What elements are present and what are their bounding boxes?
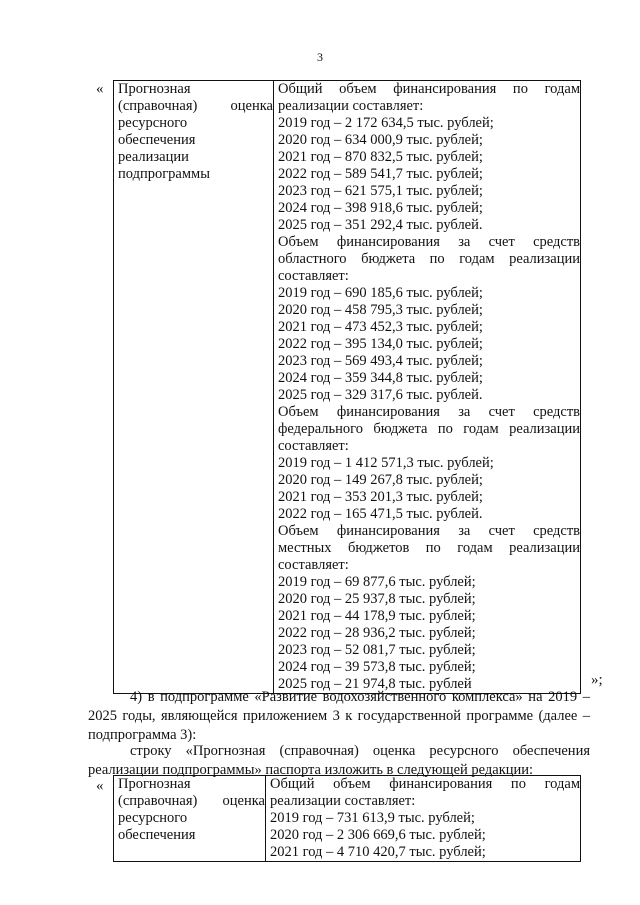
year-amount-line: 2019 год – 731 613,9 тыс. рублей; <box>270 810 475 826</box>
block-header-line: Объем финансирования за счет средств <box>278 523 580 539</box>
paragraph-1-text: 4) в подпрограмме «Развитие водохозяйственного комплекса» на 2019 – 2025 годы, являющейся приложением 3 к государственной программе (далее – подпрограмма 3): <box>88 689 590 743</box>
block-header-line: федерального бюджета по годам реализации <box>278 421 580 437</box>
label-line: ресурсного <box>118 115 188 131</box>
year-amount-line: 2020 год – 25 937,8 тыс. рублей; <box>278 591 476 607</box>
year-amount-line: 2020 год – 634 000,9 тыс. рублей; <box>278 132 483 148</box>
year-amount-line: 2022 год – 589 541,7 тыс. рублей; <box>278 166 483 182</box>
year-amount-line: 2021 год – 473 452,3 тыс. рублей; <box>278 319 483 335</box>
label-line: (справочная) оценка <box>118 793 265 809</box>
label-line: ресурсного <box>118 810 188 826</box>
row-value-cell-1 <box>274 81 581 694</box>
year-amount-line: 2022 год – 28 936,2 тыс. рублей; <box>278 625 476 641</box>
open-quote-1: « <box>96 81 104 97</box>
paragraph-2-text: строку «Прогнозная (справочная) оценка ресурсного обеспечения реализации подпрограммы» паспорта изложить в следующей редакции: <box>88 743 590 778</box>
year-amount-line: 2024 год – 39 573,8 тыс. рублей; <box>278 659 476 675</box>
year-amount-line: 2019 год – 69 877,6 тыс. рублей; <box>278 574 476 590</box>
resource-table-1 <box>113 80 581 694</box>
label-line: (справочная) оценка <box>118 98 273 114</box>
year-amount-line: 2019 год – 2 172 634,5 тыс. рублей; <box>278 115 494 131</box>
year-amount-line: 2021 год – 4 710 420,7 тыс. рублей; <box>270 844 486 860</box>
year-amount-line: 2020 год – 2 306 669,6 тыс. рублей; <box>270 827 486 843</box>
year-amount-line: 2022 год – 395 134,0 тыс. рублей; <box>278 336 483 352</box>
year-amount-line: 2023 год – 569 493,4 тыс. рублей; <box>278 353 483 369</box>
block-header-line: Объем финансирования за счет средств <box>278 404 580 420</box>
block-header-line: составляет: <box>278 438 349 454</box>
row-label-cell-1 <box>114 81 274 694</box>
year-amount-line: 2025 год – 329 317,6 тыс. рублей. <box>278 387 483 403</box>
block-header-line: Общий объем финансирования по годам <box>270 776 580 792</box>
close-quote-1: »; <box>591 672 603 688</box>
row-value-cell-2 <box>266 776 581 862</box>
label-line: подпрограммы <box>118 166 210 182</box>
year-amount-line: 2020 год – 149 267,8 тыс. рублей; <box>278 472 483 488</box>
year-amount-line: 2022 год – 165 471,5 тыс. рублей. <box>278 506 483 522</box>
year-amount-line: 2024 год – 359 344,8 тыс. рублей; <box>278 370 483 386</box>
year-amount-line: 2019 год – 1 412 571,3 тыс. рублей; <box>278 455 494 471</box>
block-header-line: реализации составляет: <box>270 793 416 809</box>
block-header-line: Объем финансирования за счет средств <box>278 234 580 250</box>
block-header-line: областного бюджета по годам реализации <box>278 251 580 267</box>
year-amount-line: 2019 год – 690 185,6 тыс. рублей; <box>278 285 483 301</box>
block-header-line: составляет: <box>278 268 349 284</box>
label-line: Прогнозная <box>118 776 191 792</box>
year-amount-line: 2021 год – 353 201,3 тыс. рублей; <box>278 489 483 505</box>
label-line: Прогнозная <box>118 81 191 97</box>
year-amount-line: 2020 год – 458 795,3 тыс. рублей; <box>278 302 483 318</box>
open-quote-2: « <box>96 778 104 794</box>
paragraph-subprogram-3 <box>88 688 590 745</box>
year-amount-line: 2023 год – 52 081,7 тыс. рублей; <box>278 642 476 658</box>
row-label-cell-2 <box>114 776 266 862</box>
label-line: обеспечения <box>118 827 196 843</box>
year-amount-line: 2024 год – 398 918,6 тыс. рублей; <box>278 200 483 216</box>
resource-table-2 <box>113 775 581 862</box>
block-header-line: составляет: <box>278 557 349 573</box>
year-amount-line: 2025 год – 351 292,4 тыс. рублей. <box>278 217 483 233</box>
year-amount-line: 2021 год – 870 832,5 тыс. рублей; <box>278 149 483 165</box>
year-amount-line: 2023 год – 621 575,1 тыс. рублей; <box>278 183 483 199</box>
block-header-line: местных бюджетов по годам реализации <box>278 540 580 556</box>
label-line: реализации <box>118 149 189 165</box>
block-header-line: Общий объем финансирования по годам <box>278 81 580 97</box>
label-line: обеспечения <box>118 132 196 148</box>
year-amount-line: 2025 год – 21 974,8 тыс. рублей <box>278 676 472 692</box>
block-header-line: реализации составляет: <box>278 98 424 114</box>
year-amount-line: 2021 год – 44 178,9 тыс. рублей; <box>278 608 476 624</box>
page-number: 3 <box>317 50 323 64</box>
